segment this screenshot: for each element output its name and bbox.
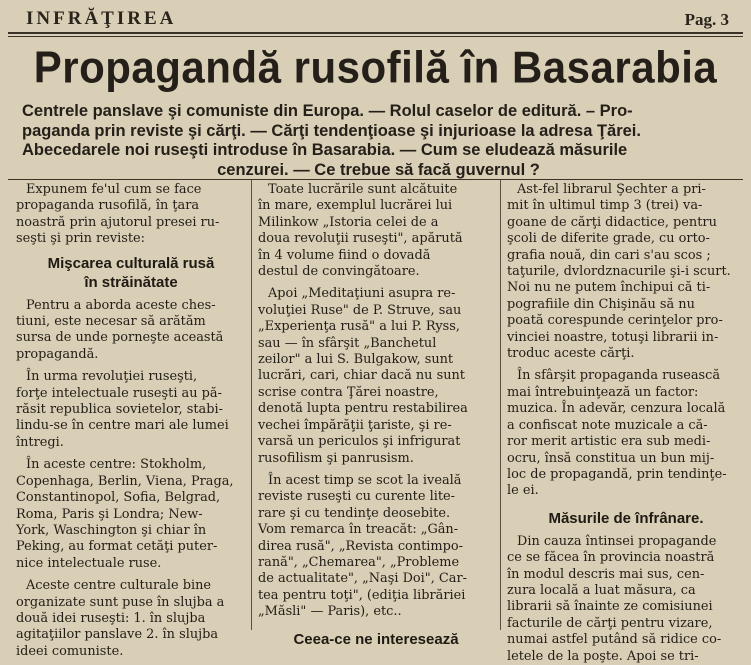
text-line: grafia nouă, din cari s'au scos ; xyxy=(507,247,711,263)
text-line: de actualitate", „Naşi Doi", Car- xyxy=(258,571,467,587)
article-headline: Propagandă rusofilă în Basarabia xyxy=(33,42,718,93)
text-line: taţurile, dvlordznacurile şi-i scurt. xyxy=(507,264,731,280)
text-line: scrise contra Ţărei noastre, xyxy=(258,384,439,400)
text-line: denotă lupta pentru restabilirea xyxy=(258,401,468,417)
text-line: Vom remarca în treacăt: „Gân- xyxy=(258,522,459,538)
text-line: În aceste centre: Stokholm, xyxy=(26,457,207,473)
text-line: a confiscat note muzicale a că- xyxy=(507,417,708,433)
text-line: sursa de unde porneşte această xyxy=(16,330,224,346)
text-line: doua revoluţii ruseşti", apărută xyxy=(258,231,463,247)
text-line: Aceste centre culturale bine xyxy=(26,578,212,594)
text-line: În sfârşit propaganda rusească xyxy=(517,368,721,384)
deck-line: Centrele panslave şi comuniste din Europa. — Rolul caselor de editură. – Pro- xyxy=(22,102,633,120)
text-line: întregi. xyxy=(16,434,64,450)
text-line: sau — în sfârşit „Banchetul xyxy=(258,335,437,351)
text-line: Noi nu ne putem închipui că ti- xyxy=(507,280,711,296)
text-line: ror merit artistic era sub medi- xyxy=(507,434,711,450)
text-line: ce se făcea în provincia noastră xyxy=(507,550,715,566)
text-line: în 4 volume fiind o dovadă xyxy=(258,247,431,263)
text-line: Copenhaga, Berlin, Viena, Praga, xyxy=(16,473,234,489)
text-line: „Experienţa rusă" a lui P. Ryss, xyxy=(258,319,460,335)
text-line: organizate sunt puse în slujba a xyxy=(16,594,225,610)
text-line: goane de cărţi didactice, pentru xyxy=(507,214,717,230)
text-line: poată corespunde cerinţelor pro- xyxy=(507,313,723,329)
newspaper-name: INFRĂŢIREA xyxy=(26,8,177,29)
text-line: muzica. În adevăr, cenzura locală xyxy=(507,401,726,417)
section-heading: Ceea-ce ne interesează xyxy=(293,630,459,648)
text-line: ideei comuniste. xyxy=(16,643,124,659)
column-2 xyxy=(258,182,494,648)
text-line: şcoli de diferite grade, cu orto- xyxy=(507,231,710,247)
text-line: vinciei noastre, totuşi librarii in- xyxy=(507,329,719,345)
text-line: librarii să înainte ze comisiunei xyxy=(507,599,713,615)
text-line: rusofilism şi panrusism. xyxy=(258,450,414,466)
text-line: zura locală a luat măsura, ca xyxy=(507,582,696,598)
text-line: propagandă. xyxy=(16,346,99,362)
text-line: reviste ruseşti cu curente lite- xyxy=(258,489,455,505)
text-line: facturile de cărţi pentru vizare, xyxy=(507,615,713,631)
text-line: Ast-fel librarul Şechter a pri- xyxy=(517,182,706,197)
text-line: Apoi „Meditaţiuni asupra re- xyxy=(268,286,456,302)
text-line: răsit republica sovietelor, stabi- xyxy=(16,402,223,418)
text-line: loc de propagandă, prin tendinţe- xyxy=(507,466,727,482)
text-line: rană", „Chemarea", „Probleme xyxy=(258,554,460,570)
text-line: „Măsli" — Paris), etc.. xyxy=(258,604,402,620)
text-line: ocru, însă constitua un bun mij- xyxy=(507,450,715,466)
text-line: Din cauza întinsei propagande xyxy=(517,533,717,549)
text-line: propaganda rusofilă, în ţara xyxy=(16,198,200,214)
text-line: destul de convingătoare. xyxy=(258,264,420,280)
page-number: Pag. 3 xyxy=(684,10,729,29)
column-3 xyxy=(507,182,745,664)
text-line: Peking, au format cetăţi puter- xyxy=(16,539,218,555)
text-line: York, Waschington şi chiar în xyxy=(16,522,207,538)
text-line: agitaţiilor panslave 2. în slujba xyxy=(16,627,219,643)
text-line: rare şi cu tendinţe deosebite. xyxy=(258,505,451,521)
text-line: zeilor" a lui S. Bulgakow, sunt xyxy=(258,352,454,368)
deck-line: cenzurei. — Ce trebue să facă guvernul ? xyxy=(217,160,540,179)
text-line: letele de la poşte. Apoi se tri- xyxy=(507,648,699,664)
text-line: noastră prin ajutorul presei ru- xyxy=(16,214,220,230)
text-line: Roma, Paris şi Londra; New- xyxy=(16,506,203,522)
text-line: varsă un periculos şi infrigurat xyxy=(258,434,461,450)
text-line: două idei ruseşti: 1. în slujba xyxy=(16,610,206,626)
text-line: În urma revoluţiei ruseşti, xyxy=(26,369,198,385)
masthead-rule-thin xyxy=(8,36,743,37)
deck-line: paganda prin reviste şi cărţi. — Cărţi tendenţioase şi injurioase la adresa Ţărei. xyxy=(22,121,641,140)
text-line: în modul descris mai sus, cen- xyxy=(507,566,705,582)
section-heading: în străinătate xyxy=(84,273,178,291)
text-line: mit în ultimul timp 3 (trei) va- xyxy=(507,198,703,214)
text-line: numai astfel putând să ridice co- xyxy=(507,632,722,648)
text-line: Pentru a aborda aceste ches- xyxy=(26,297,216,313)
text-line: seşti şi prin reviste: xyxy=(16,231,145,247)
text-line: lucrări, cari, chiar dacă nu sunt xyxy=(258,368,465,384)
text-line: direa rusă", „Revista contimpo- xyxy=(258,538,464,554)
text-line: le ei. xyxy=(507,483,539,499)
text-line: mai întrebuinţează un factor: xyxy=(507,384,699,400)
text-line: Milinkow „Istoria celei de a xyxy=(258,214,439,230)
masthead-rule xyxy=(8,32,743,34)
text-line: nice intelectuale ruse. xyxy=(16,555,162,571)
text-line: tea pentru toţi", (ediţia librăriei xyxy=(258,587,466,603)
text-line: În acest timp se scot la iveală xyxy=(268,472,462,488)
masthead xyxy=(0,8,751,30)
text-line: Toate lucrările sunt alcătuite xyxy=(268,182,458,197)
text-line: troduc aceste cărţi. xyxy=(507,346,635,362)
column-divider xyxy=(251,180,252,630)
text-line: lindu-se în centre mari ale lumei xyxy=(16,418,229,434)
column-1 xyxy=(16,182,246,659)
text-line: tiuni, este necesar să arătăm xyxy=(16,314,206,330)
deck-line: Abecedarele noi ruseşti introduse în Basarabia. — Cum se eludează măsurile xyxy=(22,141,628,159)
column-divider xyxy=(500,180,501,630)
text-line: Expunem fe'ul cum se face xyxy=(26,182,202,197)
text-line: în mare, exemplul lucrărei lui xyxy=(258,198,453,214)
text-line: vechei împărăţii ţariste, şi re- xyxy=(258,417,452,433)
article-deck xyxy=(22,102,735,180)
text-line: pografiile din Chişinău să nu xyxy=(507,296,695,312)
section-heading: Măsurile de înfrânare. xyxy=(548,509,704,527)
text-line: voluţiei Ruse" de P. Struve, sau xyxy=(258,302,462,318)
text-line: forţe intelectuale ruseşti au pă- xyxy=(16,385,222,401)
section-heading: Mişcarea culturală rusă xyxy=(47,254,215,272)
text-line: Constantinopol, Sofia, Belgrad, xyxy=(16,490,221,506)
deck-rule xyxy=(8,179,743,180)
